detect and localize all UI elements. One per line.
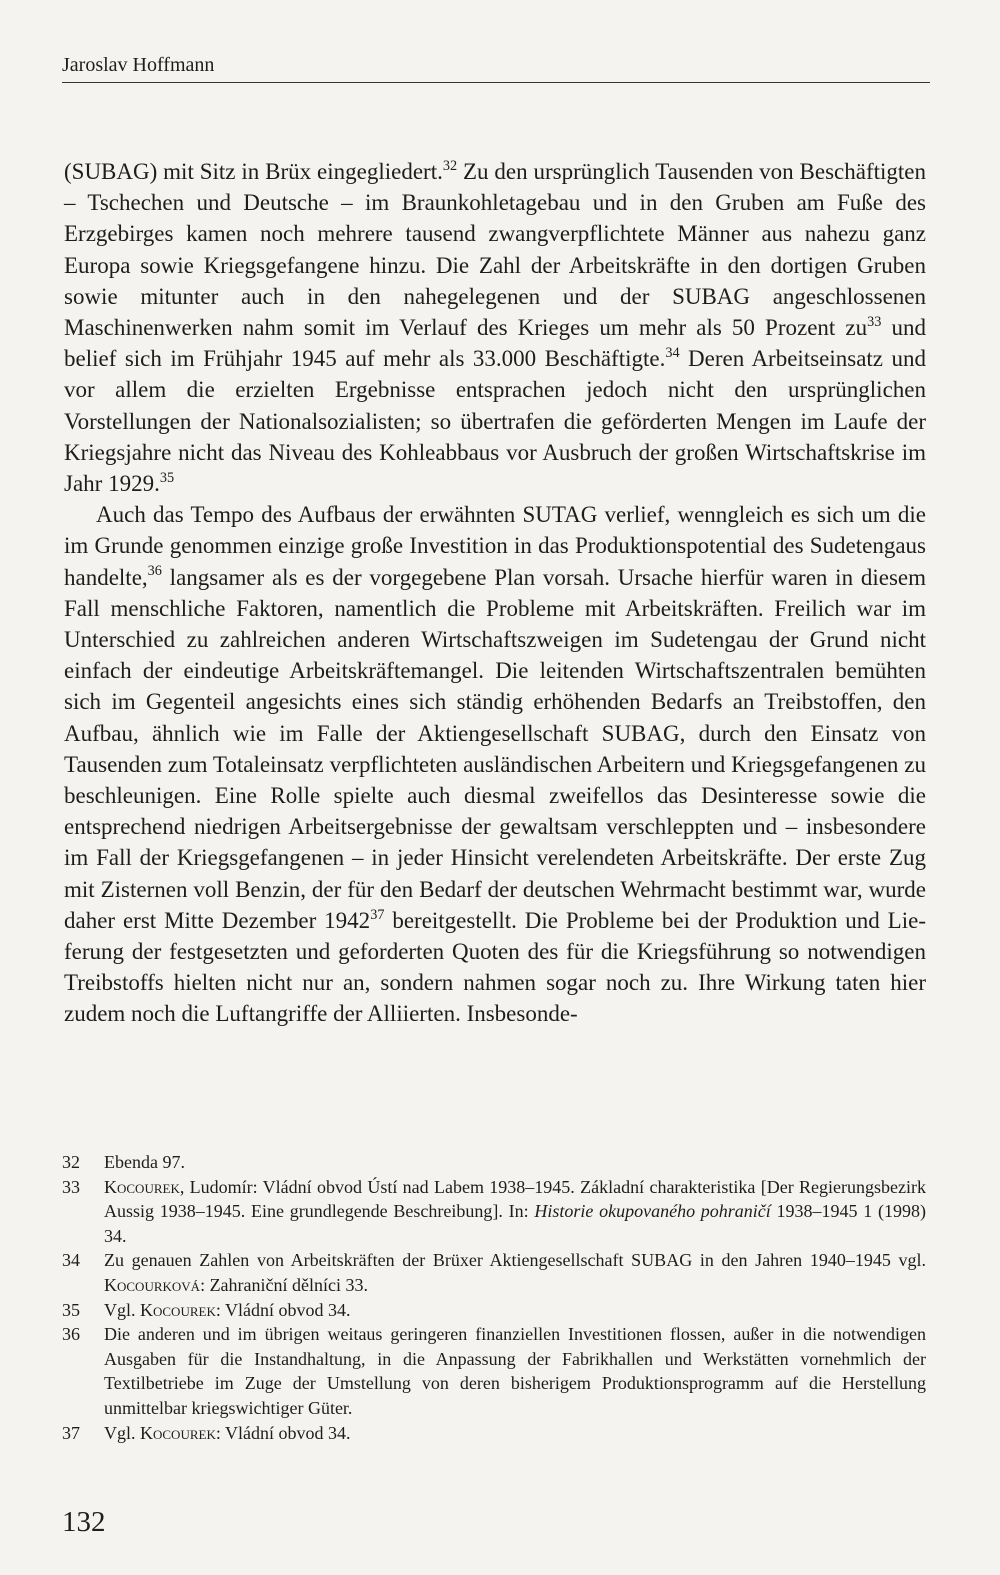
footnote-36 [62, 1322, 926, 1420]
footnote-number: 33 [62, 1176, 80, 1197]
footnote-33 [62, 1175, 926, 1249]
main-text [64, 156, 926, 1030]
text-run: Zu den ursprünglich Tausenden von Beschäftigten – Tschechen und Deutsche – im Braunkohletagebau und in den Gruben am Fuße des Erzgebirges kamen noch mehrere tausend zwangverpflichtete Männer aus nahezu ganz Europa sowie Kriegsgefangene hinzu. Die Zahl der Arbeitskräfte in den dortigen Gruben sowie mitunter auch in den nahegelegenen und der SUBAG angeschlossenen Maschinenwerken nahm somit im Verlauf des Krieges um mehr als 50 Prozent zu [64, 159, 926, 341]
footnote-35 [62, 1298, 926, 1323]
text-run: : Vládní obvod 34. [215, 1299, 351, 1320]
text-run: Ebenda 97. [104, 1152, 185, 1172]
paragraph-2 [64, 499, 926, 1029]
text-run: , Ludomír: Vládní obvod Ústí nad Labem 1938–1945. Základní charakteristika [Der Regierungsbezirk Aussig 1938–1945. Eine grundlegende Beschreibung]. In: [104, 1176, 926, 1222]
author-name: Kocourek [140, 1299, 216, 1320]
footnote-text [104, 1175, 926, 1249]
footnote-ref-33[interactable]: 33 [867, 313, 882, 330]
footnote-32 [62, 1150, 926, 1175]
running-header: Jaroslav Hoffmann [62, 54, 215, 76]
text-run: : Vládní obvod 34. [215, 1422, 351, 1443]
author-name: Kocourek [140, 1422, 216, 1443]
footnote-number: 37 [62, 1422, 80, 1443]
paragraph-1 [64, 156, 926, 499]
text-run: Vgl. [104, 1299, 140, 1320]
footnote-37 [62, 1421, 926, 1446]
footnote-number: 35 [62, 1299, 80, 1320]
footnote-ref-35[interactable]: 35 [159, 469, 175, 486]
footnote-ref-36[interactable]: 36 [147, 563, 162, 580]
author-name: Kocourek [104, 1176, 180, 1197]
author-name: Kocourková [104, 1274, 201, 1295]
footnote-number: 36 [62, 1324, 80, 1345]
page-number: 132 [62, 1506, 106, 1538]
footnote-34 [62, 1248, 926, 1297]
text-run: Auch das Tempo des Aufbaus der erwähnten SUTAG verlief, wenngleich es sich um die im Grunde genommen einzige große Investition in das Produktionspotential des Sudetengaus handelte, [64, 502, 926, 590]
footnote-text [104, 1421, 926, 1446]
text-run: langsamer als es der vorgegebene Plan vorsah. Ursache hierfür waren in diesem Fall menschliche Faktoren, namentlich die Probleme mit Arbeitskräften. Freilich war im Unterschied zu zahlreichen anderen Wirtschaftszweigen im Sudetengau der Grund nicht einfach der eindeutige Arbeitskräftemangel. Die leitenden Wirtschaftszentralen bemühten sich im Gegenteil angesichts eines sich ständig erhöhenden Bedarfs an Treibstoffen, den Aufbau, ähnlich wie im Falle der Aktiengesellschaft SUBAG, durch den Einsatz von Tausenden zum Totaleinsatz verpflichteten ausländischen Arbeitern und Kriegsgefangenen zu beschleunigen. Eine Rolle spielte auch diesmal zweifellos das Desinteresse sowie die entsprechend niedrigen Arbeitsergebnisse der gewaltsam verschleppten und – insbesondere im Fall der Kriegsgefangenen – in jeder Hinsicht verelendeten Arbeitskräfte. Der erste Zug mit Zisternen voll Benzin, der für den Bedarf der deutschen Wehrmacht bestimmt war, wurde daher erst Mitte Dezember 1942 [64, 564, 926, 933]
footnote-number: 34 [62, 1250, 80, 1271]
text-run: bereitgestellt. Die Probleme bei der Produktion und Lieferung der festgesetzten und geforderten Quoten des für die Kriegsführung so notwendigen Treibstoffs hielten nicht nur an, sondern nahmen sogar noch zu. Ihre Wirkung taten hier zudem noch die Luftangriffe der Alliierten. Insbesonde- [64, 907, 926, 1027]
footnote-text [104, 1298, 926, 1323]
text-run: Die anderen und im übrigen weitaus geringeren finanziellen Investitionen flossen, außer in die notwendigen Ausgaben für die Instandhaltung, in die Anpassung der Fabrikhallen und Werkstätten vornehmlich der Textilbetriebe im Zuge der Umstellung von deren bisherigem Produktionsprogramm auf die Herstellung unmittelbar kriegswichtiger Güter. [104, 1324, 926, 1418]
journal-title: Historie okupovaného pohraničí [534, 1201, 771, 1222]
text-run: 1938–1945 1 (1998) 34. [104, 1201, 927, 1246]
text-run: : Zahraniční dělníci 33. [200, 1274, 369, 1295]
footnote-text [104, 1248, 926, 1297]
text-run: und belief sich im Frühjahr 1945 auf mehr als 33.000 Beschäftigte. [64, 315, 926, 372]
footnote-number: 32 [62, 1152, 80, 1172]
text-run: Vgl. [104, 1422, 140, 1443]
text-run: Zu genauen Zahlen von Arbeitskräften der Brüxer Aktiengesellschaft SUBAG in den Jahren 1940–1945 vgl. [104, 1250, 926, 1271]
header-rule [62, 82, 930, 83]
footnote-text [104, 1150, 926, 1175]
footnote-text [104, 1322, 926, 1420]
text-run: Deren Arbeitseinsatz und vor allem die erzielten Ergebnisse entsprachen jedoch nicht den ursprünglichen Vorstellungen der Nationalsozialisten; so übertrafen die geförderten Mengen im Laufe der Kriegsjahre nicht das Niveau des Kohleabbaus vor Ausbruch der großen Wirtschaftskrise im Jahr 1929. [64, 346, 926, 497]
text-run: (SUBAG) mit Sitz in Brüx eingegliedert. [64, 159, 443, 184]
footnote-ref-32[interactable]: 32 [442, 157, 458, 174]
footnote-ref-34[interactable]: 34 [665, 344, 680, 361]
footnotes [62, 1150, 926, 1445]
footnote-ref-37[interactable]: 37 [370, 906, 385, 923]
